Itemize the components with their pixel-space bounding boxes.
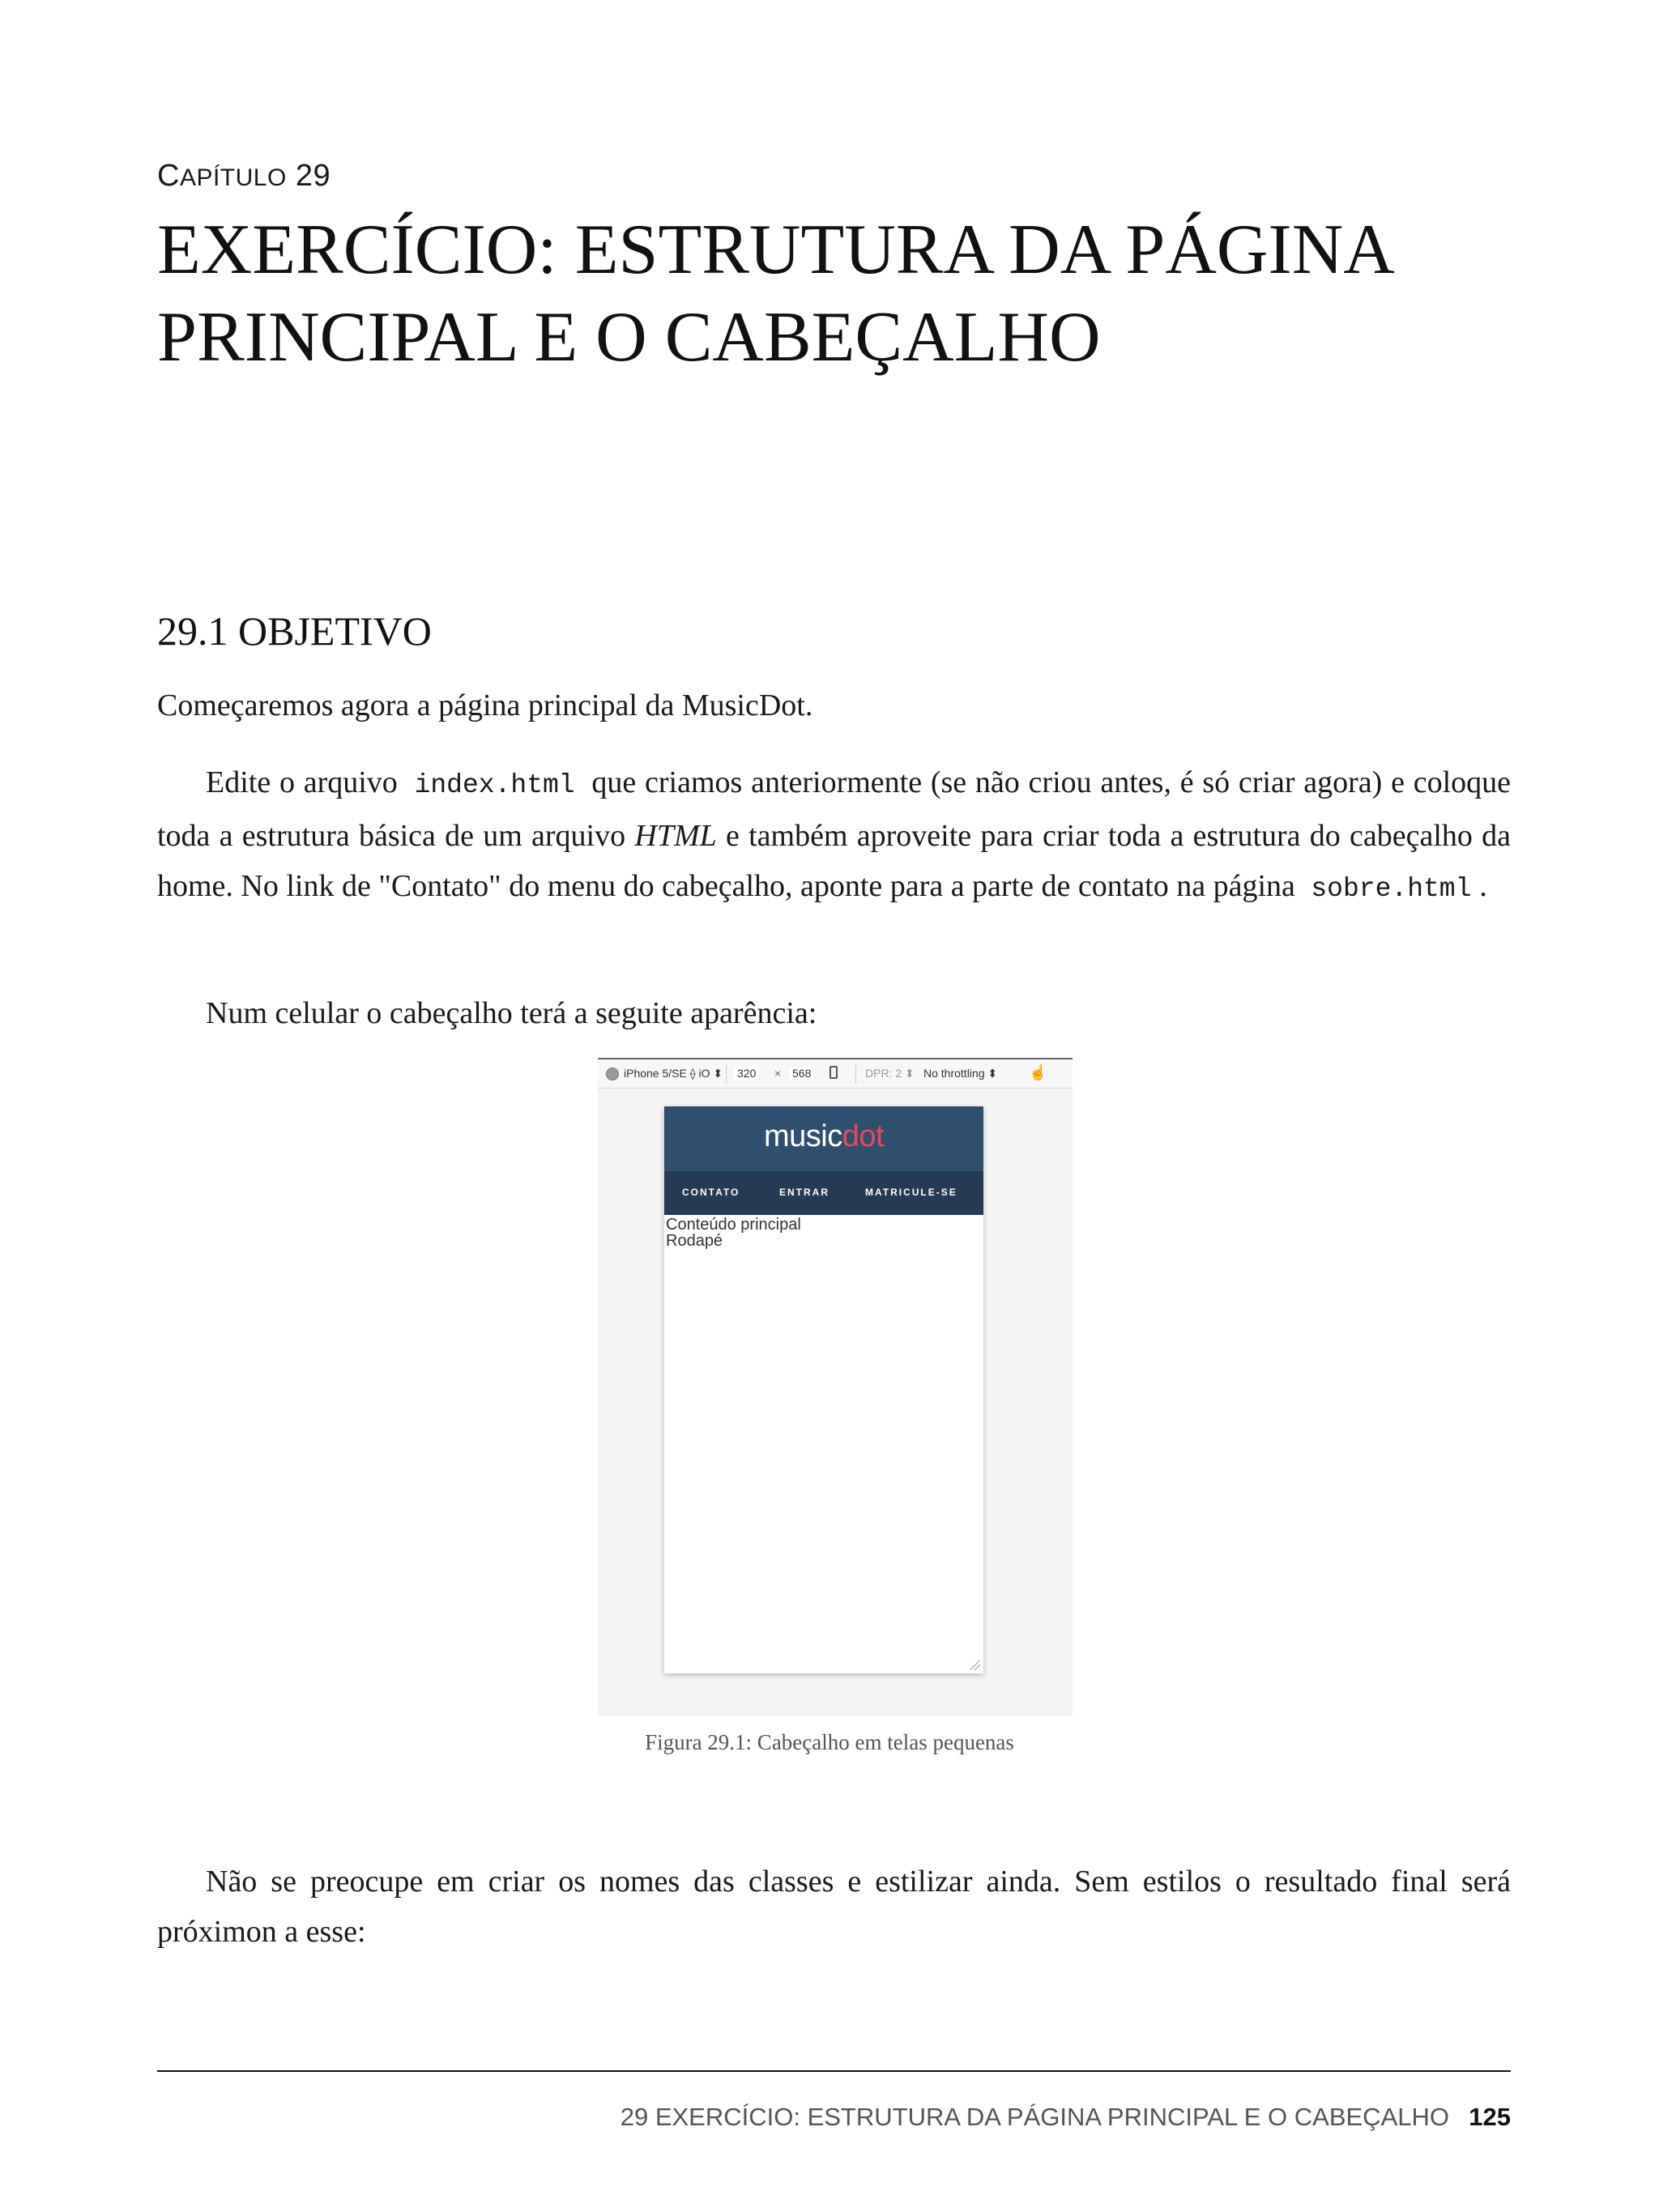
chapter-title-line2: PRINCIPAL E O CABEÇALHO [157, 298, 1101, 377]
chapter-title [157, 207, 1534, 381]
responsive-icon [606, 1068, 619, 1080]
paragraph-instructions [157, 757, 1511, 914]
main-content-text: Conteúdo principal [666, 1216, 801, 1234]
toolbar-divider [855, 1064, 856, 1084]
touch-icon[interactable]: ☝ [1029, 1064, 1047, 1080]
height-input[interactable]: 568 [789, 1067, 814, 1080]
instructions-text-a: Edite o arquivo [206, 765, 398, 799]
musicdot-logo[interactable] [664, 1119, 983, 1154]
device-select[interactable]: iPhone 5/SE ⟠ iO ⬍ [624, 1067, 723, 1080]
instructions-text-b: que criamos anteriormente (se não criou antes, é só criar agora) e coloque toda a estrutura básica de um arquivo [157, 765, 1511, 853]
paragraph-closing: Não se preocupe em criar os nomes das classes e estilizar ainda. Sem estilos o resultado final será próximon a esse: [157, 1865, 1511, 1949]
chapter-number: 29 [295, 159, 331, 193]
devtools-toolbar [598, 1058, 1073, 1089]
times-symbol: × [774, 1067, 782, 1080]
site-nav [664, 1171, 983, 1215]
chapter-title-line1: EXERCÍCIO: ESTRUTURA DA PÁGINA [157, 211, 1395, 289]
figure-caption: Figura 29.1: Cabeçalho em telas pequenas [645, 1730, 1014, 1754]
emphasis-html: HTML [634, 819, 717, 853]
paragraph-intro: Começaremos agora a página principal da MusicDot. [157, 688, 813, 722]
throttling-select[interactable]: No throttling ⬍ [923, 1067, 998, 1080]
device-viewport [664, 1106, 983, 1673]
dpr-select[interactable]: DPR: 2 ⬍ [865, 1067, 915, 1080]
inline-code-sobre: sobre.html [1311, 874, 1472, 904]
toolbar-divider [726, 1064, 727, 1084]
figure-screenshot [598, 1058, 1073, 1716]
footer-text: Rodapé [666, 1232, 723, 1250]
nav-link-matricule-se[interactable]: MATRICULE-SE [865, 1187, 957, 1198]
page-number: 125 [1469, 2103, 1511, 2131]
nav-link-contato[interactable]: CONTATO [682, 1187, 740, 1198]
site-header [664, 1106, 983, 1171]
resize-grip-icon[interactable] [970, 1660, 980, 1670]
chapter-label-rest: APÍTULO [179, 164, 287, 191]
section-title: 29.1 OBJETIVO [157, 608, 432, 654]
logo-accent: dot [842, 1119, 885, 1153]
rotate-icon[interactable] [830, 1066, 838, 1079]
width-input[interactable]: 320 [734, 1067, 759, 1080]
paragraph-mobile-intro: Num celular o cabeçalho terá a seguite aparência: [206, 996, 817, 1030]
chapter-label [157, 159, 331, 194]
instructions-text-c: e também aproveite para criar toda a estrutura do cabeçalho da home. No link de "Contato" do menu do cabeçalho, aponte para a parte de contato na página [157, 819, 1512, 903]
inline-code-index: index.html [414, 770, 575, 800]
logo-text: music [763, 1119, 842, 1153]
instructions-text-d: . [1479, 869, 1487, 903]
running-footer-title: 29 EXERCÍCIO: ESTRUTURA DA PÁGINA PRINCIPAL E O CABEÇALHO [620, 2103, 1449, 2131]
footer-divider [157, 2070, 1511, 2072]
chapter-label-initial: C [157, 159, 180, 193]
nav-link-entrar[interactable]: ENTRAR [779, 1187, 830, 1198]
